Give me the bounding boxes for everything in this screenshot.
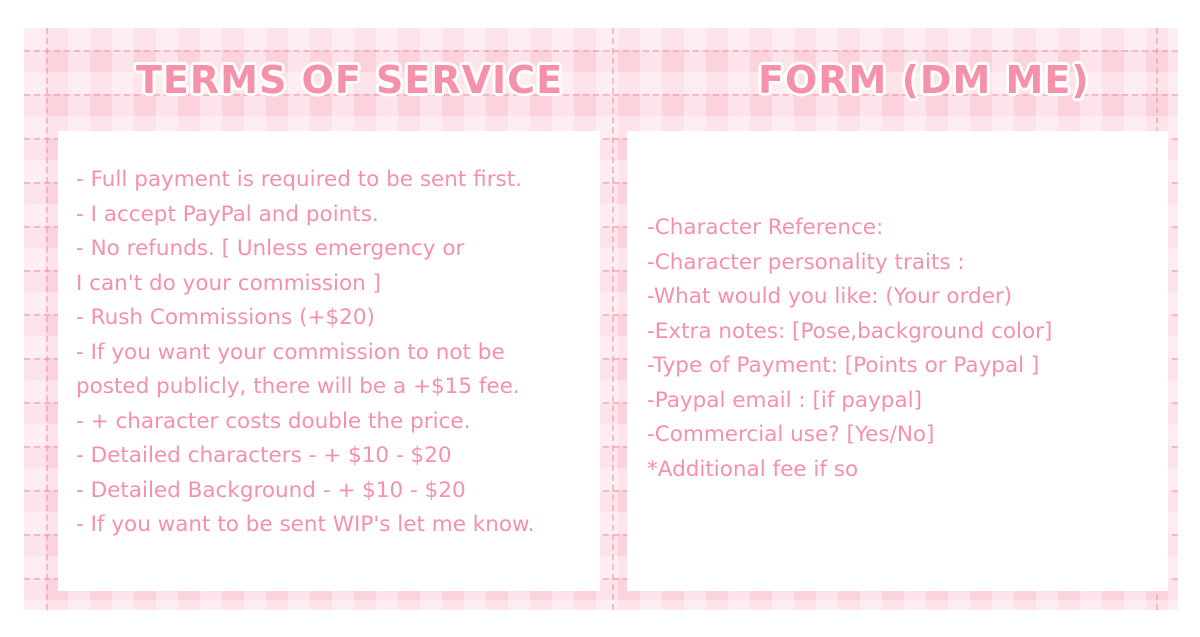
terms-title: TERMS OF SERVICE [136, 58, 564, 102]
form-list [647, 211, 1052, 487]
dashed-divider [24, 50, 1178, 52]
terms-line: posted publicly, there will be a +$15 fee. [76, 374, 520, 399]
dashed-divider [612, 28, 614, 610]
terms-line: - No refunds. [ Unless emergency or [76, 236, 465, 261]
form-line: -Extra notes: [Pose,background color] [647, 318, 1053, 344]
form-line: -Character personality traits : [647, 249, 965, 275]
terms-line: - Detailed characters - + $10 - $20 [76, 443, 452, 468]
terms-line: - If you want your commission to not be [76, 339, 505, 365]
terms-line: - Rush Commissions (+$20) [76, 305, 375, 330]
terms-line: - + character costs double the price. [76, 408, 471, 434]
form-panel [627, 131, 1168, 591]
form-line: -Commercial use? [Yes/No] [647, 422, 935, 447]
terms-line: - Detailed Background - + $10 - $20 [76, 477, 466, 503]
form-title: FORM (DM ME) [758, 58, 1090, 102]
terms-list [76, 163, 534, 543]
terms-line: - I accept PayPal and points. [76, 201, 379, 227]
form-line: -Character Reference: [647, 215, 884, 240]
terms-line: - Full payment is required to be sent first. [76, 167, 523, 192]
terms-line: I can't do your commission ] [76, 270, 381, 296]
terms-line: - If you want to be sent WIP's let me know. [76, 512, 535, 537]
form-line: -What would you like: (Your order) [647, 284, 1013, 309]
form-line: -Paypal email : [if paypal] [647, 387, 922, 413]
dashed-divider [46, 28, 48, 610]
form-line: -Type of Payment: [Points or Paypal ] [647, 353, 1040, 378]
terms-panel [58, 131, 600, 591]
form-line: *Additional fee if so [647, 456, 859, 482]
